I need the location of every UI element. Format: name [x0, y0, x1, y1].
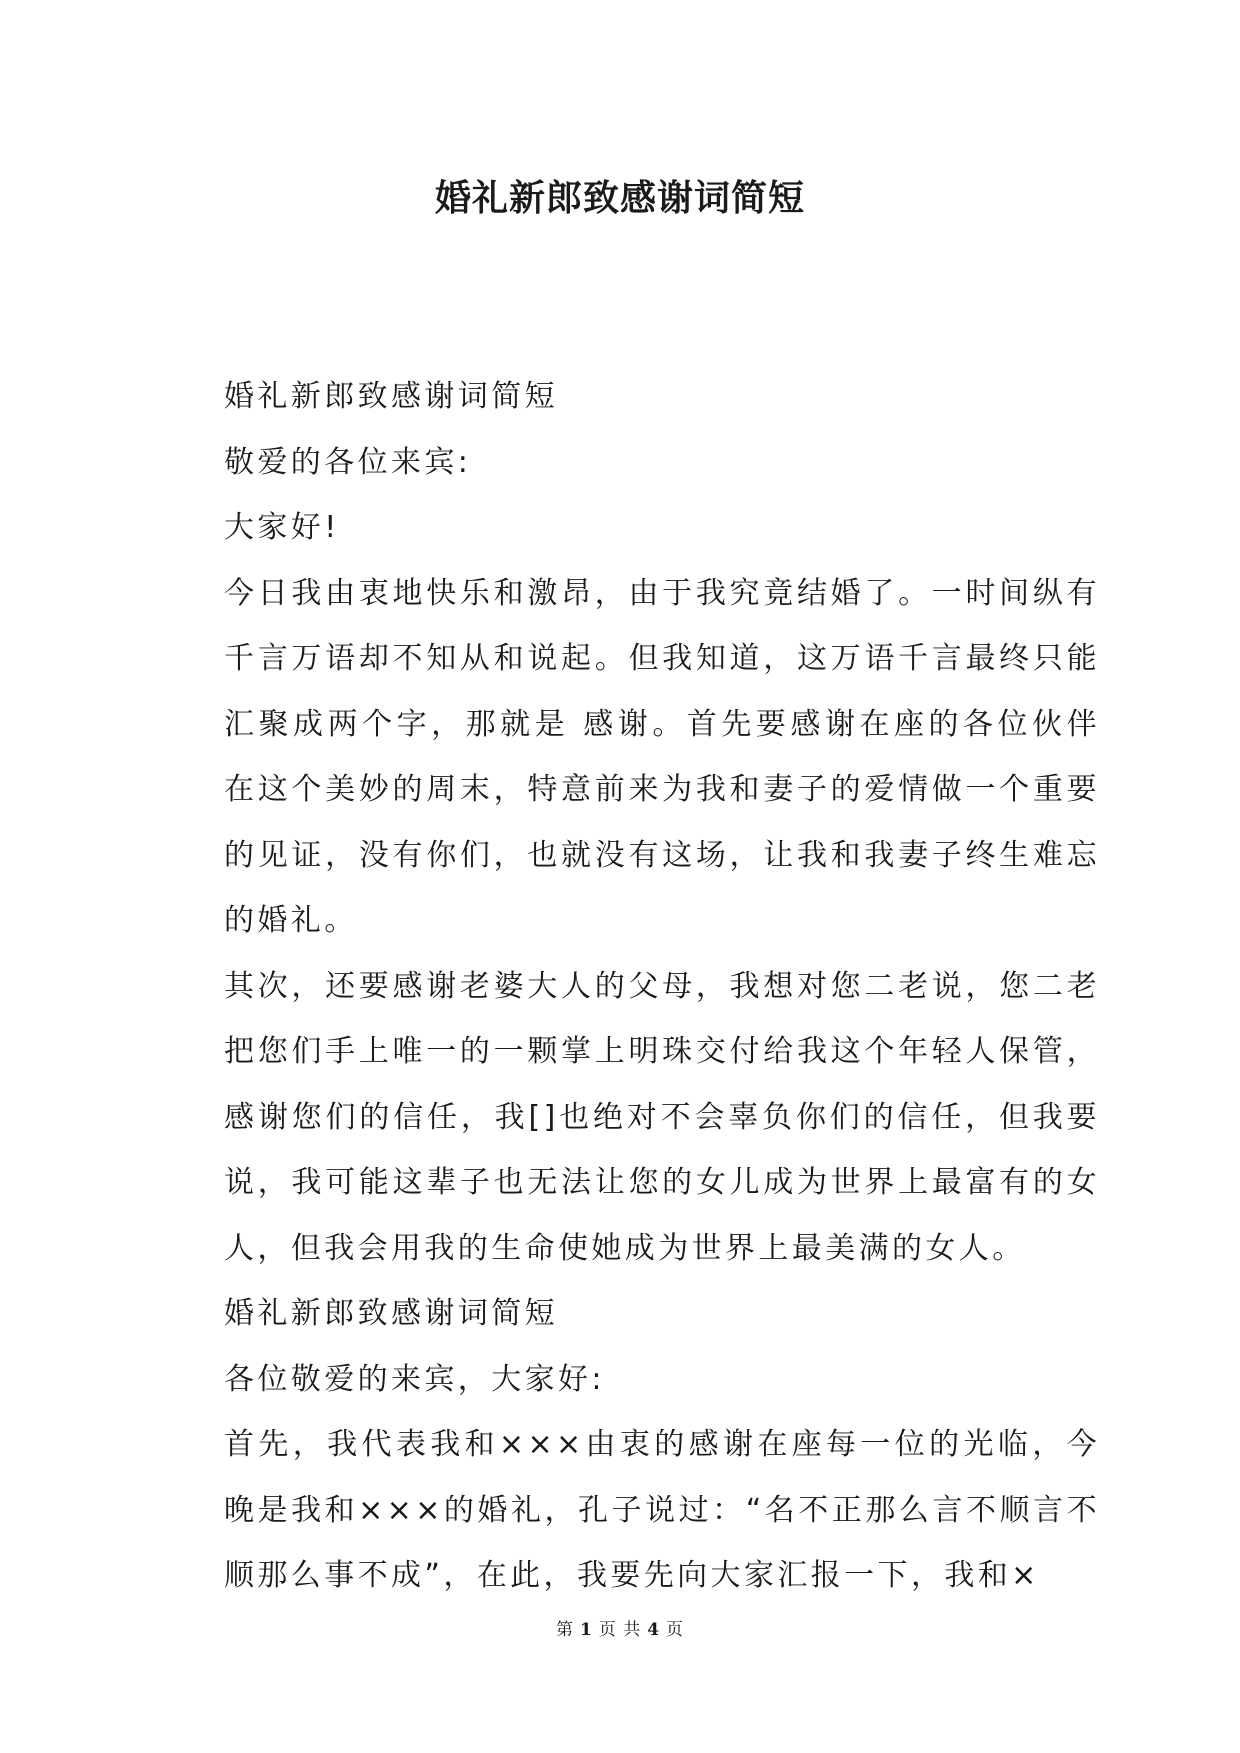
document-title: 婚礼新郎致感谢词简短: [434, 177, 805, 219]
paragraph-greeting: 大家好!: [224, 510, 340, 545]
paragraph-subtitle: 婚礼新郎致感谢词简短: [224, 1296, 558, 1331]
footer-middle: 页 共: [598, 1620, 642, 1640]
footer-suffix: 页: [666, 1620, 685, 1640]
paragraph-salutation: 敬爱的各位来宾:: [224, 444, 472, 480]
paragraph-subtitle: 婚礼新郎致感谢词简短: [224, 379, 558, 414]
footer-page-number: 1: [579, 1620, 593, 1640]
paragraph-body: 首先，我代表我和×××由衷的感谢在座每一位的光临，今晚是我和×××的婚礼，孔子说过：“名不正那么言不顺言不顺那么事不成”，在此，我要先向大家汇报一下，我和×: [224, 1427, 1100, 1593]
footer-prefix: 第: [555, 1620, 574, 1640]
footer-total-pages: 4: [647, 1620, 661, 1640]
page-footer: [0, 1615, 1240, 1640]
paragraph-body: 其次，还要感谢老婆大人的父母，我想对您二老说，您二老把您们手上唯一的一颗掌上明珠交付给我这个年轻人保管，感谢您们的信任，我[]也绝对不会辜负你们的信任，但我要说，我可能这辈子也无法让您的女儿成为世界上最富有的女人，但我会用我的生命使她成为世界上最美满的女人。: [224, 968, 1100, 1266]
document-body: [224, 364, 1100, 1609]
paragraph-salutation: 各位敬爱的来宾，大家好:: [224, 1361, 605, 1397]
paragraph-body: 今日我由衷地快乐和激昂，由于我究竟结婚了。一时间纵有千言万语却不知从和说起。但我知道，这万语千言最终只能汇聚成两个字，那就是 感谢。首先要感谢在座的各位伙伴在这个美妙的周末，特意前来为我和妻子的爱情做一个重要的见证，没有你们，也就没有这场，让我和我妻子终生难忘的婚礼。: [224, 575, 1100, 938]
